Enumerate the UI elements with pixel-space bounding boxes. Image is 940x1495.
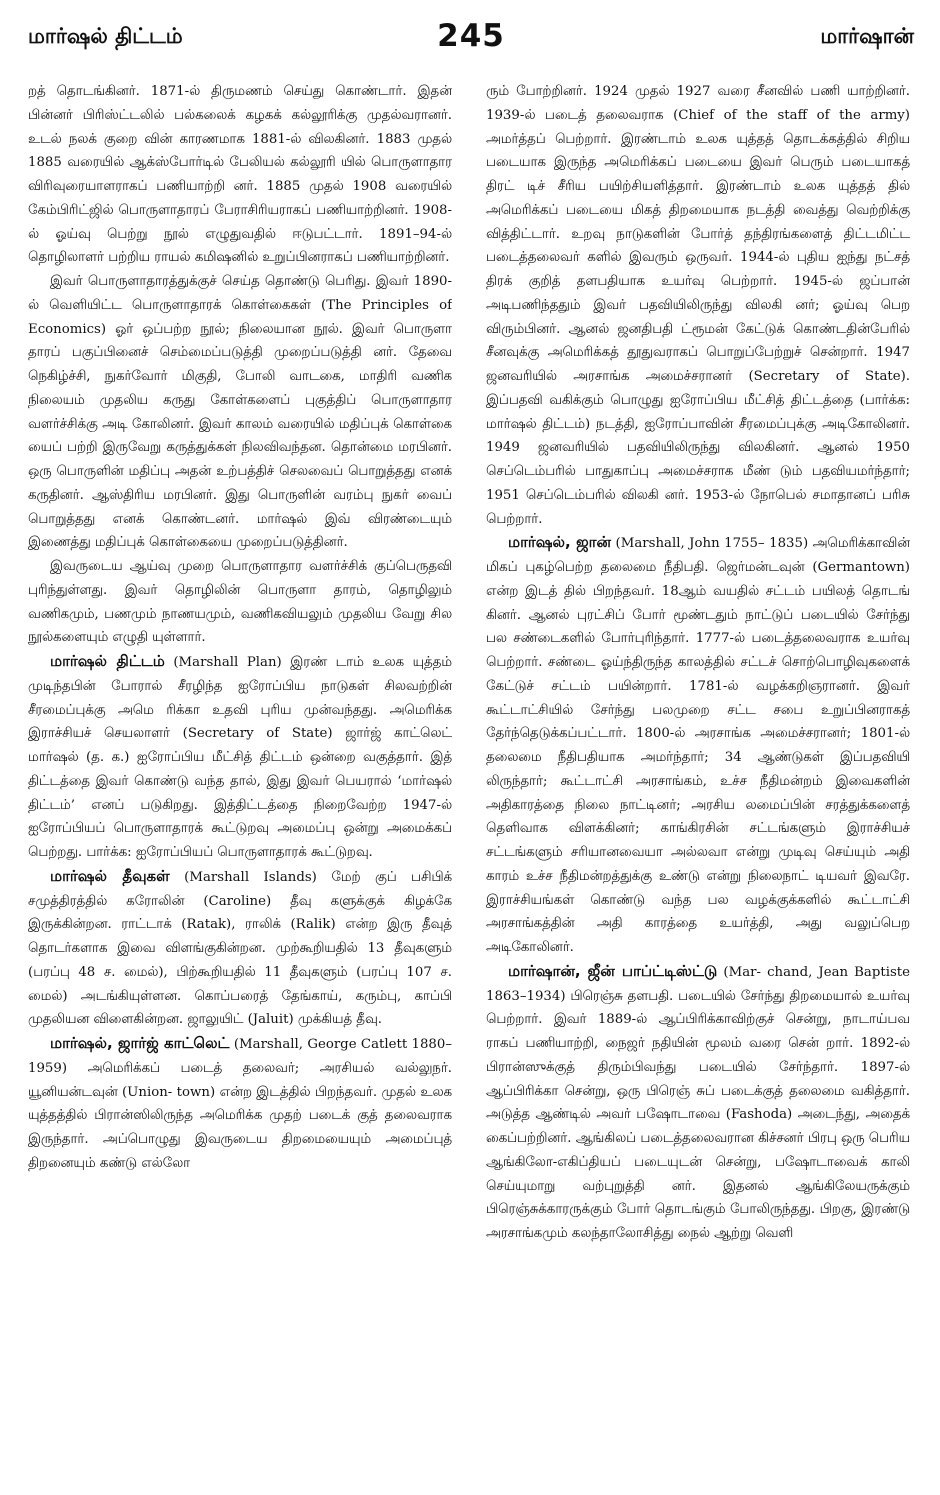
paragraph: றத் தொடங்கினர். 1871-ல் திருமணம் செய்து கொண்டார். இதன் பின்னர் பிரிஸ்ட்டலில் பல்கலைக் கழகக் கல்லூரிக்கு முதல்வரானர். உடல் நலக் குறை வின் காரணமாக 1881-ல் விலகினர். 1883 முதல் 1885 வரையில் ஆக்ஸ்போர்டில் பேலியல் கல்லூரி யில் பொருளாதார விரிவுரையாளராகப் பணியாற்றி னர். 1885 முதல் 1908 வரையில் கேம்பிரிட்ஜில் பொருளாதாரப் பேராசிரியராகப் பணியாற்றினர். 1908-ல் ஓய்வு பெற்று நூல் எழுதுவதில் ஈடுபட்டார். 1891–94-ல் தொழிலாளர் பற்றிய ராயல் கமிஷனில் உறுப்பினராகப் பணியாற்றினர்.: [28, 84, 452, 266]
entry-john-marshall: மார்ஷல், ஜான் (Marshall, John 1755– 1835) அமெரிக்காவின் மிகப் புகழ்பெற்ற தலைமை நீதிபதி. ஜெர்மன்டவுன் (Germantown) என்ற இடத் தில் பிறந்தவர். 18ஆம் வயதில் சட்டம் பயிலத் தொடங் கினர். ஆனல் புரட்சிப் போர் மூண்டதும் நாட்டுப் படையில் சேர்ந்து பல சண்டைகளில் போர்புரிந்தார். 1777-ல் படைத்தலைவராக உயர்வு பெற்றார். சண்டை ஓய்ந்திருந்த காலத்தில் சட்டச் சொற்பொழிவுகளைக் கேட்டுச் சட்டம் பயின்றார். 1781-ல் வழக்கறிஞரானர். இவர் கூட்டாட்சியில் சேர்ந்து பலமுறை சட்ட சபை உறுப்பினராகத் தேர்ந்தெடுக்கப்பட்டார். 1800-ல் அரசாங்க அமைச்சரானர்; 1801-ல் தலைமை நீதிபதியாக அமர்ந்தார்; 34 ஆண்டுகள் இப்பதவியி லிருந்தார்; கூட்டாட்சி அரசாங்கம், உச்ச நீதிமன்றம் இவைகளின் அதிகாரத்தை நிலை நாட்டினர்; அரசிய லமைப்பின் சரத்துக்களைத் தெளிவாக விளக்கினர்; காங்கிரசின் சட்டங்களும் இராச்சியச் சட்டங்களும் சரியானவையா அல்லவா என்று முடிவு செய்யும் அதி காரம் உச்ச நீதிமன்றத்துக்கு உண்டு என்று நிலைநாட் டியவர் இவரே. இராச்சியங்கள் கொண்டு வந்த பல வழக்குக்களில் கூட்டாட்சி அரசாங்கத்தின் அதி காரத்தை உயர்த்தி, அது வலுப்பெற அடிகோலினர்.: [486, 533, 910, 955]
entry-marshall-islands: மார்ஷல் தீவுகள் (Marshall Islands) மேற் குப் பசிபிக் சமுத்திரத்தில் கரோலின் (Caroline) தீவு களுக்குக் கிழக்கே இருக்கின்றன. ராட்டாக் (Ratak), ராலிக் (Ralik) என்ற இரு தீவுத் தொடர்களாக இவை விளங்குகின்றன. முற்கூறியதில் 13 தீவுகளும் (பரப்பு 48 ச. மைல்), பிற்கூறியதில் 11 தீவுகளும் (பரப்பு 107 ச. மைல்) அடங்கியுள்ளன. கொப்பரைத் தேங்காய், கரும்பு, காப்பி முதலியன விளைகின்றன. ஜாலுயிட் (Jaluit) முக்கியத் தீவு.: [28, 866, 452, 1028]
running-head-right: மார்ஷான்: [820, 24, 914, 48]
entry-headword: மார்ஷல் திட்டம்: [50, 652, 165, 670]
entry-headword: மார்ஷல், ஜான்: [508, 533, 612, 552]
running-head-left: மார்ஷல் திட்டம்: [28, 24, 183, 48]
entry-headword: மார்ஷல், ஜார்ஜ் காட்லெட்: [50, 1034, 230, 1052]
entry-marchand: மார்ஷான், ஜீன் பாப்ட்டிஸ்ட்டு (Mar- chand, Jean Baptiste 1863–1934) பிரெஞ்சு தளபதி. படையில் சேர்ந்து திறமையால் உயர்வு பெற்றார். இவர் 1889-ல் ஆப்பிரிக்காவிற்குச் சென்று, நாடாய்பவ ராகப் பணியாற்றி, நைஜர் நதியின் மூலம் வரை சென் றார். 1892-ல் பிரான்ஸுக்குத் திரும்பிவந்து படையில் சேர்ந்தார். 1897-ல் ஆப்பிரிக்கா சென்று, ஒரு பிரெஞ் சுப் படைக்குத் தலைமை வகித்தார். அடுத்த ஆண்டில் அவர் பஷோடாவை (Fashoda) அடைந்து, அதைக் கைப்பற்றினர். ஆங்கிலப் படைத்தலைவரான கிச்சனர் பிரபு ஒரு பெரிய ஆங்கிலோ-எகிப்தியப் படையுடன் சென்று, பஷோடாவைக் காலி செய்யுமாறு வற்புறுத்தி னர். இதனல் ஆங்கிலேயருக்கும் பிரெஞ்சுக்காரருக்கும் போர் தொடங்கும் போலிருந்தது. பிறகு, இரண்டு அரசாங்கமும் கலந்தாலோசித்து நைல் ஆற்று வெளி: [486, 961, 910, 1241]
right-column: [486, 80, 910, 1475]
page-header: [28, 14, 914, 68]
left-column: [28, 80, 452, 1475]
entry-george-marshall: மார்ஷல், ஜார்ஜ் காட்லெட் (Marshall, George Catlett 1880–1959) அமெரிக்கப் படைத் தலைவர்; அரசியல் வல்லுநர். யூனியன்டவுன் (Union- town) என்ற இடத்தில் பிறந்தவர். முதல் உலக யுத்தத்தில் பிரான்ஸிலிருந்த அமெரிக்க முதற் படைக் குத் தலைவராக இருந்தார். அப்பொழுது இவருடைய திறமையையும் அமைப்புத் திறனையும் கண்டு எல்லோ: [28, 1034, 452, 1171]
entry-headword: மார்ஷான், ஜீன் பாப்ட்டிஸ்ட்டு: [508, 961, 718, 980]
entry-marshall-plan: மார்ஷல் திட்டம் (Marshall Plan) இரண் டாம் உலக யுத்தம் முடிந்தபின் போரால் சீரழிந்த ஐரோப்பிய நாடுகள் சிலவற்றின் சீரமைப்புக்கு அமெ ரிக்கா உதவி புரிய முன்வந்தது. அமெரிக்க இராச்சியச் செயலாளர் (Secretary of State) ஜார்ஜ் காட்லெட் மார்ஷல் (த. க.) ஐரோப்பிய மீட்சித் திட்டம் ஒன்றை வகுத்தார். இத் திட்டத்தை இவர் கொண்டு வந்த தால், இது இவர் பெயரால் ‘மார்ஷல் திட்டம்’ எனப் படுகிறது. இத்திட்டத்தை நிறைவேற்ற 1947-ல் ஐரோப்பியப் பொருளாதாரக் கூட்டுறவு அமைப்பு ஒன்று அமைக்கப் பெற்றது. பார்க்க: ஐரோப்பியப் பொருளாதாரக் கூட்டுறவு.: [28, 652, 452, 860]
paragraph: இவருடைய ஆய்வு முறை பொருளாதார வளர்ச்சிக் குப்பெருதவி புரிந்துள்ளது. இவர் தொழிலின் பொருளா தாரம், தொழிலும் வணிகமும், பணமும் நாணயமும், வணிகவியலும் முதலிய வேறு சில நூல்களையும் எழுதி யுள்ளார்.: [28, 559, 452, 646]
paragraph: இவர் பொருளாதாரத்துக்குச் செய்த தொண்டு பெரிது. இவர் 1890-ல் வெளியிட்ட பொருளாதாரக் கொள்கைகள் (The Principles of Economics) ஓர் ஒப்பற்ற நூல்; நிலையான நூல். இவர் பொருளா தாரப் பகுப்பினைச் செம்மைப்படுத்தி முறைப்படுத்தி னர். தேவை நெகிழ்ச்சி, நுகர்வோர் மிகுதி, போலி வாடகை, மாதிரி வணிக நிலையம் முதலிய கருது கோள்களைப் புகுத்திப் பொருளாதார வளர்ச்சிக்கு அடி கோலினர். இவர் காலம் வரையில் மதிப்புக் கொள்கை யைப் பற்றி இருவேறு கருத்துக்கள் நிலவிவந்தன. தொன்மை மரபினர். ஒரு பொருளின் மதிப்பு அதன் உற்பத்திச் செலவைப் பொறுத்தது எனக் கருதினர். ஆஸ்திரிய மரபினர். இது பொருளின் வரம்பு நுகர் வைப் பொறுத்தது எனக் கொண்டனர். மார்ஷல் இவ் விரண்டையும் இணைத்து மதிப்புக் கொள்கையை முறைப்படுத்தினர்.: [28, 274, 452, 551]
entry-headword: மார்ஷல் தீவுகள்: [50, 866, 170, 885]
paragraph: ரும் போற்றினர். 1924 முதல் 1927 வரை சீனவில் பணி யாற்றினர். 1939-ல் படைத் தலைவராக (Chief of the staff of the army) அமர்த்தப் பெற்றார். இரண்டாம் உலக யுத்தத் தொடக்கத்தில் சிறிய படையாக இருந்த அமெரிக்கப் படையை இவர் பெரும் படையாகத் திரட் டிச் சீரிய பயிற்சியளித்தார். இரண்டாம் உலக யுத்தத் தில் அமெரிக்கப் படையை மிகத் திறமையாக நடத்தி வைத்து வெற்றிக்கு வித்திட்டார். உறவு நாடுகளின் போர்த் தந்திரங்களைத் திட்டமிட்ட படைத்தலைவர் களில் இவரும் ஒருவர். 1944-ல் புதிய ஐந்து நட்சத் திரக் குறித் தளபதியாக உயர்வு பெற்றார். 1945-ல் ஜப்பான் அடிபணிந்ததும் இவர் பதவியிலிருந்து விலகி னர்; ஓய்வு பெற விரும்பினர். ஆனல் ஜனதிபதி ட்ரூமன் கேட்டுக் கொண்டதின்பேரில் சீனவுக்கு அமெரிக்கத் தூதுவராகப் பொறுப்பேற்றுச் சென்றார். 1947 ஜனவரியில் அரசாங்க அமைச்சரானர் (Secretary of State). இப்பதவி வகிக்கும் பொழுது ஐரோப்பிய மீட்சித் திட்டத்தை (பார்க்க: மார்ஷல் திட்டம்) நடத்தி, ஐரோப்பாவின் சீரமைப்புக்கு அடிகோலினர். 1949 ஜனவரியில் பதவியிலிருந்து விலகினர். ஆனல் 1950 செப்டெம்பரில் பாதுகாப்பு அமைச்சராக மீண் டும் பதவியமர்ந்தார்; 1951 செப்டெம்பரில் விலகி னர். 1953-ல் நோபெல் சமாதானப் பரிசு பெற்றார்.: [486, 84, 910, 527]
page-number: 245: [437, 18, 505, 54]
